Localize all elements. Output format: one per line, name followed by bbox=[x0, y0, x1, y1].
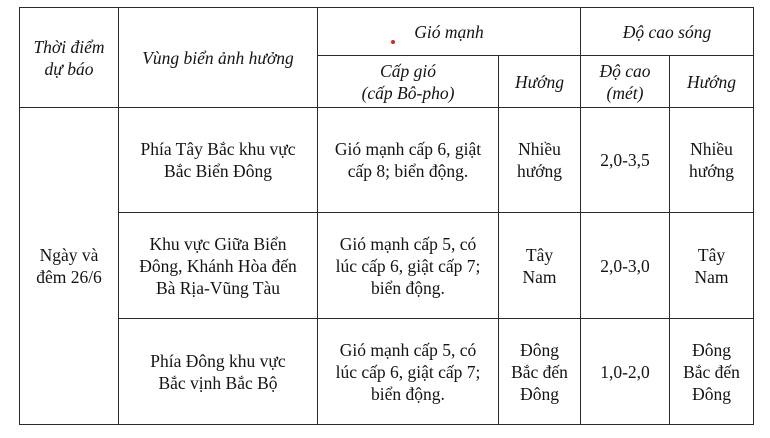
text-line: Phía Tây Bắc khu vực bbox=[140, 139, 296, 159]
wind-level-cell bbox=[318, 108, 499, 213]
text-line: Tây bbox=[525, 244, 554, 265]
header-wave-direction: Hướng bbox=[670, 56, 754, 108]
wave-height-cell: 2,0-3,5 bbox=[581, 108, 670, 213]
header-row-1 bbox=[20, 8, 754, 56]
text-line: Phía Đông khu vực bbox=[150, 350, 286, 371]
header-wind-level bbox=[318, 56, 499, 108]
text-line: Bắc đến bbox=[683, 361, 740, 382]
text-line: hướng bbox=[517, 161, 562, 181]
text-line: Gió mạnh cấp 6, giật bbox=[334, 139, 482, 159]
wind-direction-cell bbox=[499, 108, 581, 213]
text-line: Bà Rịa-Vũng Tàu bbox=[155, 277, 281, 298]
header-strong-wind: Gió mạnh bbox=[318, 8, 581, 56]
header-forecast-time bbox=[20, 8, 119, 108]
text-line: Nam bbox=[694, 266, 729, 287]
text-line: Nam bbox=[522, 266, 557, 287]
text-line: Đông bbox=[520, 339, 559, 360]
text-line: lúc cấp 6, giật cấp 7; bbox=[335, 361, 481, 382]
text-line: Đông bbox=[692, 383, 731, 404]
forecast-time-line2: đêm 26/6 bbox=[36, 267, 102, 287]
header-wave-height-meters bbox=[581, 56, 670, 108]
text-line: Gió mạnh cấp 5, có bbox=[339, 339, 477, 360]
text-line: cấp 8; biển động. bbox=[347, 161, 469, 181]
area-cell bbox=[119, 319, 318, 425]
table-row bbox=[20, 213, 754, 319]
text-line: Bắc Biển Đông bbox=[164, 161, 272, 181]
wind-direction-cell bbox=[499, 319, 581, 425]
header-wave-height: Độ cao sóng bbox=[581, 8, 754, 56]
text-line: Bắc đến bbox=[511, 361, 568, 382]
wind-direction-cell bbox=[499, 213, 581, 319]
text-line: Khu vực Giữa Biển bbox=[149, 233, 287, 254]
wave-direction-cell bbox=[670, 319, 754, 425]
forecast-time-line1: Ngày và bbox=[39, 245, 99, 265]
text-line: hướng bbox=[689, 161, 735, 181]
text-line: Bắc vịnh Bắc Bộ bbox=[158, 372, 278, 393]
header-forecast-time-line2: dự báo bbox=[44, 58, 94, 79]
wind-level-cell bbox=[318, 213, 499, 319]
header-wave-height-line2: (mét) bbox=[606, 82, 644, 103]
text-line: Đông, Khánh Hòa đến bbox=[139, 255, 297, 276]
text-line: Đông bbox=[520, 383, 559, 404]
header-wind-direction: Hướng bbox=[499, 56, 581, 108]
header-wave-height-line1: Độ cao bbox=[599, 60, 651, 81]
area-cell bbox=[119, 108, 318, 213]
wind-level-cell bbox=[318, 319, 499, 425]
text-line: biển động. bbox=[371, 383, 445, 404]
area-cell bbox=[119, 213, 318, 319]
text-line: lúc cấp 6, giật cấp 7; bbox=[335, 255, 481, 276]
text-line: Đông bbox=[692, 339, 731, 360]
header-forecast-time-line1: Thời điểm bbox=[33, 36, 105, 57]
forecast-time-cell bbox=[20, 108, 119, 425]
header-affected-area: Vùng biển ảnh hưởng bbox=[119, 8, 318, 108]
wind-wave-forecast-table bbox=[19, 7, 754, 425]
header-wind-level-line2: (cấp Bô-pho) bbox=[361, 82, 455, 103]
wave-height-cell: 2,0-3,0 bbox=[581, 213, 670, 319]
red-dot-mark bbox=[391, 40, 395, 44]
wave-height-cell: 1,0-2,0 bbox=[581, 319, 670, 425]
wave-direction-cell bbox=[670, 108, 754, 213]
wave-direction-cell bbox=[670, 213, 754, 319]
text-line: Nhiều bbox=[690, 139, 733, 159]
header-wind-level-line1: Cấp gió bbox=[380, 60, 436, 81]
table-row bbox=[20, 108, 754, 213]
text-line: biển động. bbox=[371, 277, 445, 298]
text-line: Gió mạnh cấp 5, có bbox=[339, 233, 477, 254]
table-row bbox=[20, 319, 754, 425]
text-line: Tây bbox=[697, 244, 726, 265]
text-line: Nhiều bbox=[518, 139, 561, 159]
